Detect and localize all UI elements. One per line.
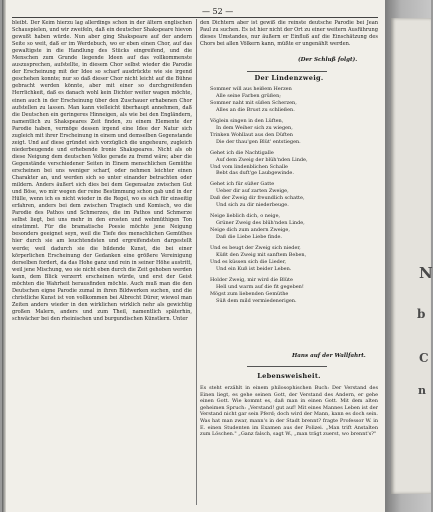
poem-line: Sommer naht mit süßen Scherzen, [210,99,297,106]
poem-line: Grüner Zweig des blüh'nden Linde, [216,220,305,227]
poem-line: Süß dem mild vermiedenerigen. [216,297,297,304]
poem-line: Und sich zu dir niederbeuge. [216,202,289,209]
poem-line: Daß der Zweig dir freundlich schatte, [210,195,305,202]
left-column-text: bleibt. Der Keim hierzu lag allerdings schon in der ältern englischen Schauspielen, und wir zweifeln, daß ein deutscher Shakspeare hievon gewußt haben würde. Nun aber ging Shakspeare auf der andern Seite so weit, daß er im Werdebuch, wo er eben einen Chor, auf das gewaltigste in die Handlung des Stücks eingreifend, und die Menschen zum Grunde liegende Ideen auf das vollkommenste auszusprechen, aufstellte, in diesem Chor selbst wieder die Parodie der Erscheinung mit der Idee so scharf ausdrückte wie sie irgend geschehen konnte; nur so daß dieser Chor nicht leicht auf die Bühne gebracht werden könnte, aber mit einer so durchgreifenden Herrlichkeit, daß es danach wohl kein Dichter weiter wagen möchte, einen auch in der Erscheinung über den Zuschauer erhabenen Chor aufstellen zu lassen. Man kann vielleicht überhaupt annehmen, daß die Deutschen ein geringeres Hinneigen, als wie bei den Engländern, namentlich zu Shakspeares Zeit finden, zu einem Elemente der Parodie haben, vermöge dessen irgend eine Idee der Natur sich zugleich mit ihrer Erscheinung in einem und demselben Gegenstande zeigt. Und auf diese gründet sich vorzüglich die ungeheure, zugleich niederbeugende und erhebende Ironie Shakspeares. Nicht als ob diese Neigung dem deutschen Volke gerade zu fremd wäre; aber die Gegenstände verschiedener Seiten in Einem menschlichen Gemüthe erscheinen bei uns weniger scharf, oder nehmen leichter einen Charakter an, und werden sich so unter einander betrachten oder mildern. Anders äußert sich dies bei dem Gegensatze zwischen Gut und Böse, wo mir wegen der reine Bestimmung schon gab und in der Hülle, wenn ich es nicht wieder in die Regel, wo es sich für einseitig erfahren, anders bei dem zwischen Tragisch und Komisch, wo die Parodie des Pathos und Schmerzes, die im Pathos und Schmerze selbst liegt, bei uns mehr in den erosten und wehmüthigen Ton einstimmt. Für die bramatische Poesie möchte jene Neigung besonders geeignet seyn, weil die Tiefe des menschlichen Gemüthes hier durch sie am leuchtendsten und ergreifendsten dargestellt werde; weil dadurch sie die bildende Kunst, die bei einer körperlichen Erscheinung der Gedanken eine größere Vereinigung derselben fordert, da das Hohe ganz und rein in seiner Höhe austritt, weil jene Mischung, wo sie nicht eben durch die Zeit gehoben werden kann, dem Blick verzerrt erscheinen würde, und erst der Geist möchten die Wahrheit herausfinden möchte. Auch muß man die den Deutschen eigne Parodie zumal in ihren Bildwerken suchen, und die christliche Kunst ist von vollkommen bei Albrecht Dürer, wiewol man Zeiten anders wieder in den wirklichen wirklich nehr als gewichtig großen Malern, anders und zum Theil, namentlich späterhin, schwächer bei den rheinischen und burgundischen Künstlern. Unter [12,20,192,322]
continuation-note: (Der Schluß folgt). [298,57,358,63]
poem-line: Und vom lindenblichen Schalle [210,163,288,170]
poem-line: Gehet ich für süßer Gatte [210,181,275,188]
poem-line: Mögst zum liebenden Gemüthe [210,290,289,297]
poem-line: Daß die Liebe Liebe finde. [216,234,282,241]
section-title: Lebensweisheit. [257,372,321,380]
poem-line: Bebt das duft'ge Laubgewinde. [216,170,294,177]
poem-line: Sommer will aus heißem Herzen [210,86,292,92]
poem-line: In dem Weiher sich zu wiegen, [216,124,293,131]
poem-line: Und es beugt der Zweig sich nieder, [210,245,301,252]
poem-line: Die der thau'gen Blüt' entstiegen. [216,138,301,145]
right-column-intro: den Dichtern aber ist gewiß die reinste deutsche Parodie bei Jean Paul zu suchen. Es ist hier nicht der Ort zu einer weitern Ausführung dieses Umstandes, nur äußern er Einfluß auf die Einschätzung des Chors bei allen Völkern kann, müßte er ungenählt werden. [200,20,378,48]
page-number: — 52 — [202,7,234,16]
poem-signature: Hans auf der Wallfahrt. [292,353,366,359]
poem-line: Neige dich zum andern Zweige, [210,227,290,234]
poem-title: Der Lindenzweig. [254,74,324,82]
poem-line: Neige lieblich dich, o neige, [210,213,281,220]
column-divider [196,19,197,505]
adjacent-page-leaf [391,18,431,494]
edge-glyph-1: N [419,264,433,282]
header-rule [12,17,378,18]
poem-line: Und ein Kuß ist beider Leben. [216,265,292,272]
poem-line: Alles an die Brust zu schließen. [216,106,295,113]
poem-line: Ueber dir auf zarten Zweige, [216,188,289,195]
poem-body [210,86,378,305]
section-divider-2 [247,366,327,367]
poem-line: Vöglein singen in den Lüften, [210,117,284,124]
poem-line: Und es küssen sich die Lieder, [210,258,287,265]
section-divider-1 [247,71,327,72]
section-text: Es steht erzählt in einem philosophischen Buch: Der Verstand des Einen liegt, es gehe seinen Gott, der Verstand des Andern, er gehe einen Gott. Wie kommt es, daß man in einen Gott. Mit dem alten geheimen Spruch: „Verstand! gut auf! Mit eines Mannes Leben ist der Verstand nicht gar sein Pferd; doch wird der Mann, kann es doch sein. Was hat man zwar, mann's in der Stadt brennt? fragte Professor W. in E. einen Studenten im Examen aus der Polizei. „Man trift Anstalten zum Löschen." „Ganz falsch, sagt W., „man trägt zuerst, wo brennt's?" [200,385,378,438]
poem-line: Trinken Wohllaut aus den Düften [210,131,293,138]
newspaper-page [2,0,385,512]
edge-glyph-3: C [419,351,429,365]
poem-line: Gehet ich die Nachtigalle [210,149,274,156]
poem-line: Hell und warm auf die fit gegeben! [216,283,304,290]
poem-line: Küßt den Zweig mit sanftem Beben, [216,252,307,259]
poem-line: Alle seine Farben grüßen; [216,92,281,99]
poem-line: Holder Zweig, mir wird die Blüte [210,276,293,283]
poem-line: Auf dem Zweig der blüh'nden Linde, [216,156,308,163]
edge-glyph-2: b [417,307,426,321]
edge-glyph-4: n [418,384,426,397]
page-spine-shadow [2,0,6,512]
